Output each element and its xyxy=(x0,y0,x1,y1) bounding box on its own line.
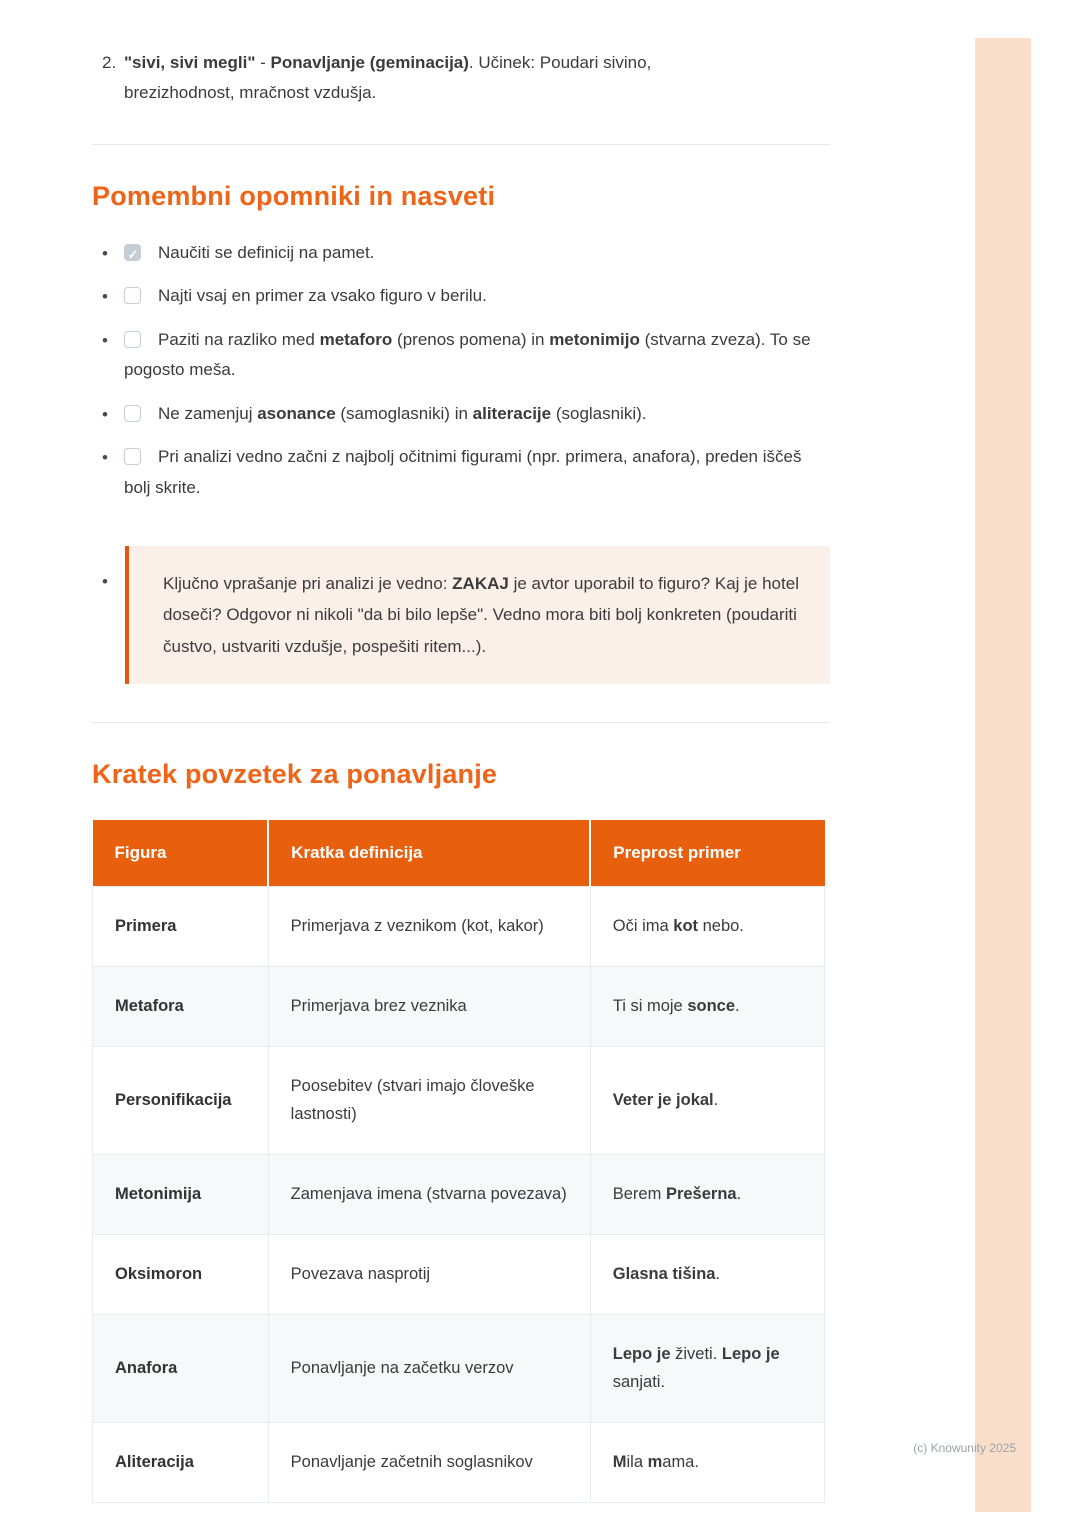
cell-definition: Povezava nasprotij xyxy=(268,1235,590,1315)
cell-example: Veter je jokal. xyxy=(590,1047,824,1154)
cell-example: Mila mama. xyxy=(590,1422,824,1502)
tip-callout xyxy=(125,546,830,684)
bullet-icon: • xyxy=(102,287,108,307)
reminder-checklist xyxy=(92,238,830,504)
column-header-figura: Figura xyxy=(93,820,269,887)
callout-row xyxy=(92,546,830,684)
checkbox-unchecked[interactable] xyxy=(124,287,141,304)
table-row xyxy=(93,1235,825,1315)
section-divider xyxy=(92,144,830,145)
checkbox-unchecked[interactable] xyxy=(124,448,141,465)
bullet-icon: • xyxy=(102,330,108,350)
cell-figure: Aliteracija xyxy=(93,1422,269,1502)
section-title-summary: Kratek povzetek za ponavljanje xyxy=(92,758,498,789)
cell-definition: Ponavljanje na začetku verzov xyxy=(268,1315,590,1422)
bullet-icon: • xyxy=(102,448,108,468)
checklist-item xyxy=(92,238,830,269)
bullet-icon: • xyxy=(102,404,108,424)
checklist-item xyxy=(92,442,830,503)
cell-example: Glasna tišina. xyxy=(590,1235,824,1315)
cell-figure: Metonimija xyxy=(93,1154,269,1234)
checklist-item-text: Najti vsaj en primer za vsako figuro v berilu. xyxy=(158,286,487,306)
table-row xyxy=(93,1422,825,1502)
table-header-row xyxy=(93,820,825,887)
table-row xyxy=(93,1154,825,1234)
table-row xyxy=(93,1315,825,1422)
list-item-number: 2. xyxy=(102,53,117,72)
table-row xyxy=(93,886,825,966)
checklist-item xyxy=(92,281,830,312)
cell-definition: Ponavljanje začetnih soglasnikov xyxy=(268,1422,590,1502)
document-content xyxy=(92,48,830,1503)
cell-figure: Oksimoron xyxy=(93,1235,269,1315)
checklist-item-text: Paziti na razliko med metaforo (prenos pomena) in metonimijo (stvarna zveza). To se pogosto meša. xyxy=(124,329,811,380)
copyright-text: (c) Knowunity 2025 xyxy=(913,1441,1016,1455)
section-title-reminders: Pomembni opomniki in nasveti xyxy=(92,180,496,211)
checklist-item-text: Ne zamenjuj asonance (samoglasniki) in aliteracije (soglasniki). xyxy=(158,403,647,423)
column-header-primer: Preprost primer xyxy=(590,820,824,887)
list-item-text: "sivi, sivi megli" - Ponavljanje (geminacija). Učinek: Poudari sivino, brezizhodnost, mračnost vzdušja. xyxy=(124,53,652,102)
cell-example: Berem Prešerna. xyxy=(590,1154,824,1234)
decorative-side-strip xyxy=(975,38,1031,1512)
checkbox-unchecked[interactable] xyxy=(124,331,141,348)
checkbox-checked[interactable] xyxy=(124,244,141,261)
checklist-item-text: Pri analizi vedno začni z najbolj očitnimi figurami (npr. primera, anafora), preden iščeš bolj skrite. xyxy=(124,447,802,498)
checklist-item-text: Naučiti se definicij na pamet. xyxy=(158,242,375,262)
section-divider xyxy=(92,722,830,723)
checklist-item xyxy=(92,399,830,430)
table-row xyxy=(93,967,825,1047)
checkbox-unchecked[interactable] xyxy=(124,405,141,422)
tip-callout-text: Ključno vprašanje pri analizi je vedno: ZAKAJ je avtor uporabil to figuro? Kaj je hotel doseči? Odgovor ni nikoli "da bi bilo lepše". Vedno mora biti bolj konkreten (poudariti čustvo, ustvariti vzdušje, pospešiti ritem...). xyxy=(163,573,799,656)
bullet-icon: • xyxy=(102,243,108,263)
cell-example: Ti si moje sonce. xyxy=(590,967,824,1047)
cell-definition: Zamenjava imena (stvarna povezava) xyxy=(268,1154,590,1234)
cell-figure: Anafora xyxy=(93,1315,269,1422)
cell-figure: Primera xyxy=(93,886,269,966)
cell-example: Oči ima kot nebo. xyxy=(590,886,824,966)
column-header-definicija: Kratka definicija xyxy=(268,820,590,887)
cell-figure: Personifikacija xyxy=(93,1047,269,1154)
cell-figure: Metafora xyxy=(93,967,269,1047)
cell-definition: Primerjava z veznikom (kot, kakor) xyxy=(268,886,590,966)
cell-definition: Primerjava brez veznika xyxy=(268,967,590,1047)
bullet-icon: • xyxy=(102,571,108,591)
list-item-2 xyxy=(92,48,752,108)
checklist-item xyxy=(92,325,830,386)
summary-table xyxy=(92,820,825,1503)
cell-definition: Poosebitev (stvari imajo človeške lastnosti) xyxy=(268,1047,590,1154)
cell-example: Lepo je živeti. Lepo je sanjati. xyxy=(590,1315,824,1422)
table-row xyxy=(93,1047,825,1154)
